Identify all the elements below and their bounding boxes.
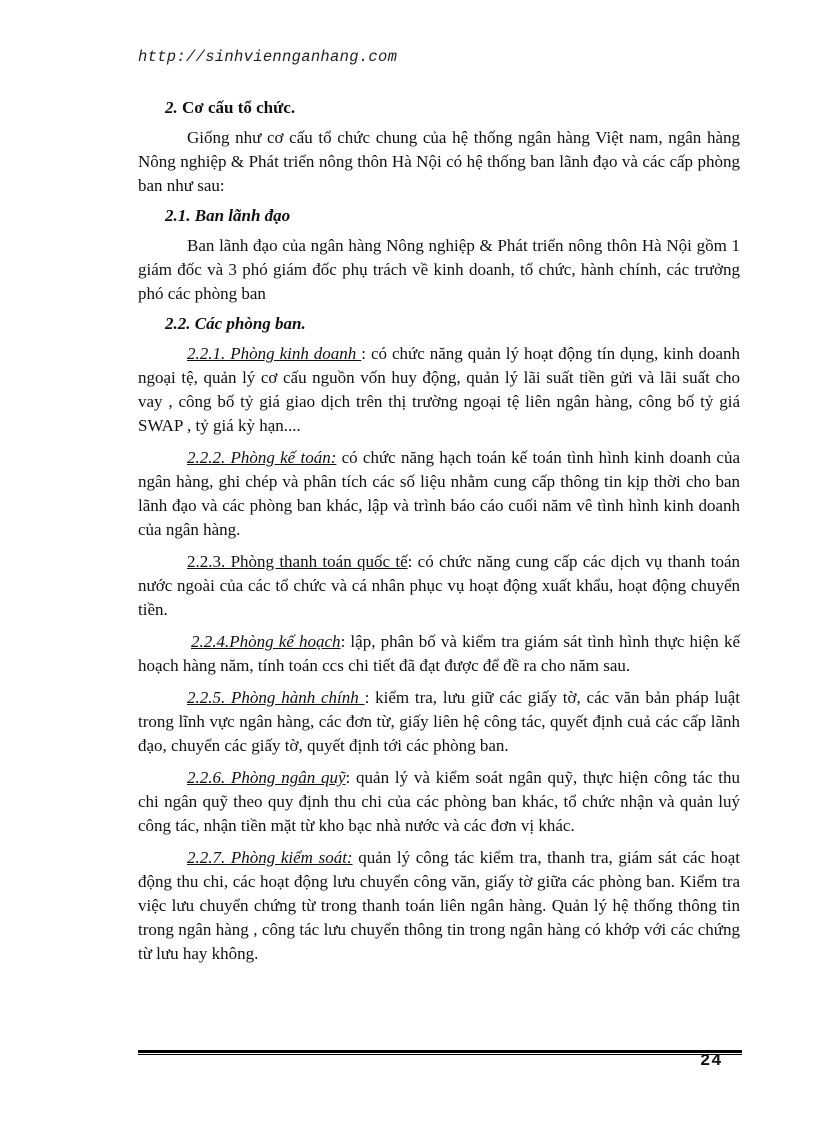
item-title: 2.2.4.Phòng kế hoạch <box>191 632 341 651</box>
item-text: có chức năng hạch toán kế toán tình hình kinh doanh của ngân hàng, ghi chép và phân tích các số liệu nhằm cung cấp thông tin kịp thời cho ban lãnh đạo và các phòng ban khác, lập và trình báo cáo cuối năm vê tình hình kinh doanh của ngân hàng. <box>138 448 740 539</box>
item-title: 2.2.3. Phòng thanh toán quốc tế <box>187 552 408 571</box>
item-text: : lập, phân bố và kiểm tra giám sát tình hình thực hiện kế hoạch hàng năm, tính toán ccs chi tiết đã đạt được để đề ra cho năm sau. <box>138 632 740 675</box>
sub1-text: Ban lãnh đạo của ngân hàng Nông nghiệp & Phát triển nông thôn Hà Nội gồm 1 giám đốc và 3 phó giám đốc phụ trách về kinh doanh, tổ chức, hành chính, các trưởng phó các phòng ban <box>138 236 740 303</box>
item-title: 2.2.1. Phòng kinh doanh <box>187 344 362 363</box>
section-heading-text: Cơ cấu tổ chức. <box>182 98 296 117</box>
item-text: quản lý công tác kiểm tra, thanh tra, giám sát các hoạt động thu chi, các hoạt động lưu chuyển công văn, giấy tờ giữa các phòng ban. Kiểm tra việc lưu chuyển chứng từ trong thanh toán liên ngân hàng. Quản lý hệ thống thông tin trong ngân hàng , công tác lưu chuyển thông tin trong ngân hàng có khớp với các chứng từ lưu hay không. <box>138 848 740 963</box>
item-thanh-toan-quoc-te <box>138 550 740 622</box>
document-body <box>138 96 740 966</box>
footer-rule-thin <box>138 1054 742 1055</box>
item-text: : quản lý và kiểm soát ngân quỹ, thực hiện công tác thu chi ngân quỹ theo quy định thu chi của các phòng ban khác, tổ chức nhận và quản luý công tác, nhận tiền mặt từ kho bạc nhà nước và các đơn vị khác. <box>138 768 741 835</box>
item-kinh-doanh <box>138 342 740 438</box>
item-title: 2.2.2. Phòng kế toán: <box>187 448 337 467</box>
item-hanh-chinh <box>138 686 740 758</box>
section-intro: Giống như cơ cấu tổ chức chung của hệ thống ngân hàng Việt nam, ngân hàng Nông nghiệp & Phát triển nông thôn Hà Nội có hệ thống ban lãnh đạo và các cấp phòng ban như sau: <box>138 128 740 195</box>
item-title: 2.2.5. Phòng hành chính <box>187 688 365 707</box>
sub2-heading: 2.2. Các phòng ban. <box>165 314 306 333</box>
sub1-heading: 2.1. Ban lãnh đạo <box>165 206 291 225</box>
item-title: 2.2.7. Phòng kiểm soát: <box>187 848 353 867</box>
item-text: : có chức năng cung cấp các dịch vụ thanh toán nước ngoài của các tổ chức và cá nhân phục vụ hoạt động xuất khẩu, hoạt động chuyển tiền. <box>138 552 740 619</box>
item-title: 2.2.6. Phòng ngân quỹ <box>187 768 346 787</box>
footer-rule <box>138 1050 742 1053</box>
item-ke-hoach <box>138 630 740 678</box>
item-ke-toan <box>138 446 740 542</box>
section-heading <box>138 96 740 120</box>
page-number: 24 <box>700 1052 723 1071</box>
header-url: http://sinhviennganhang.com <box>138 48 398 66</box>
item-text: : có chức năng quản lý hoạt động tín dụng, kinh doanh ngoại tệ, quản lý cơ cấu nguồn vốn huy động, quản lý lãi suất tiền gửi và lãi suất cho vay , công bố tỷ giá giao dịch trên thị trường ngoại tệ liên ngân hàng, công bố tỷ giá SWAP , tỷ giá kỳ hạn.... <box>138 344 740 435</box>
item-kiem-soat <box>138 846 740 966</box>
item-ngan-quy <box>138 766 740 838</box>
section-heading-number: 2. <box>165 98 178 117</box>
item-text: : kiểm tra, lưu giữ các giấy tờ, các văn bản pháp luật trong lĩnh vực ngân hàng, các đơn từ, giấy liên hệ công tác, quyết định cuả các cấp lãnh đạo, chuyển các giấy tờ, quyết định tới các phòng ban. <box>138 688 740 755</box>
